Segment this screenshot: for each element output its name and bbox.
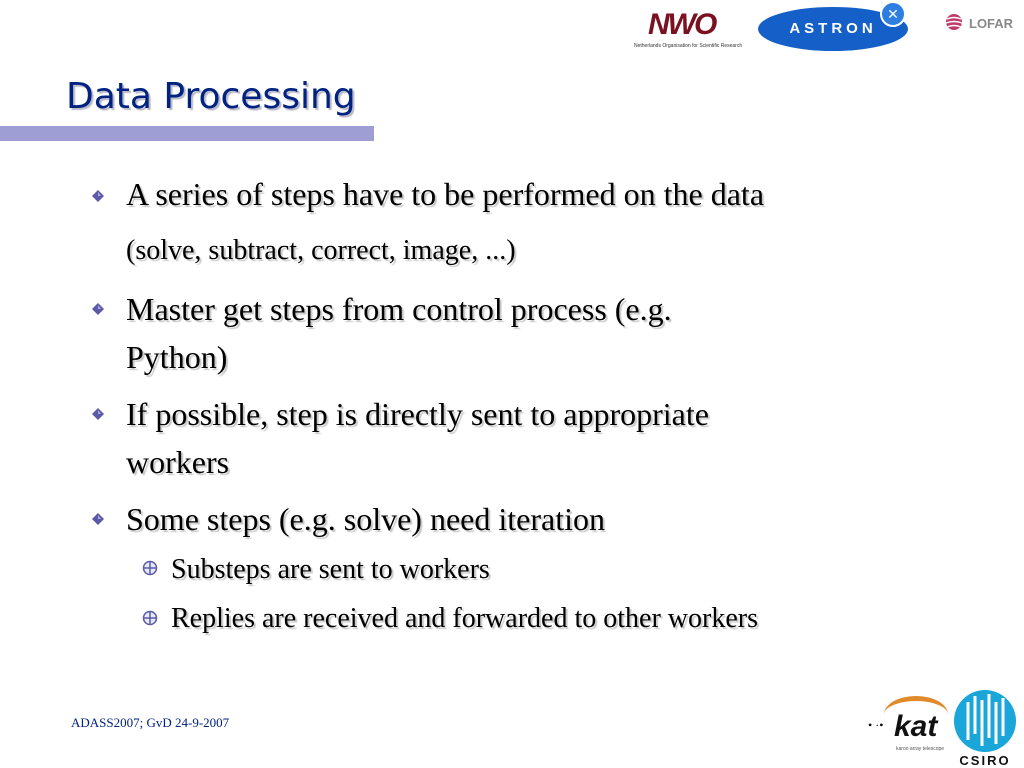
- kat-logo-text: kat: [894, 710, 938, 743]
- bullet-4-text: Some steps (e.g. solve) need iteration: [126, 501, 605, 537]
- sub-bullet-1-text: Substeps are sent to workers: [171, 554, 490, 585]
- crosshair-bullet-icon: [142, 610, 158, 626]
- csiro-logo: [950, 690, 1020, 768]
- diamond-bullet-icon: [92, 513, 104, 525]
- bullet-2-line-1: Master get steps from control process (e.g.: [126, 291, 672, 327]
- nwo-logo-subtitle: Netherlands Organisation for Scientific Research: [634, 43, 743, 49]
- bullet-2-line-2: Python): [126, 339, 228, 375]
- csiro-stripes-icon: [954, 690, 1016, 752]
- diamond-bullet-icon: [92, 408, 104, 420]
- title-underline-bar: [0, 126, 374, 141]
- crosshair-bullet-icon: [142, 560, 158, 576]
- astron-logo-text: ASTRON: [789, 20, 877, 37]
- kat-logo-dots: • ·•: [868, 718, 884, 732]
- bullet-1-text: A series of steps have to be performed on the data: [126, 176, 765, 212]
- lofar-logo: [944, 10, 1020, 40]
- lofar-globe-icon: [944, 12, 964, 32]
- kat-logo: [868, 694, 950, 754]
- lofar-logo-text: LOFAR: [969, 16, 1014, 31]
- nwo-logo-mark: NWO: [648, 8, 716, 41]
- csiro-logo-circle: [954, 690, 1016, 752]
- bullet-3-line-1: If possible, step is directly sent to appropriate: [126, 396, 709, 432]
- nwo-logo: [634, 8, 743, 54]
- astron-logo: [758, 3, 910, 51]
- footer-text: ADASS2007; GvD 24-9-2007: [71, 715, 230, 730]
- csiro-logo-text: CSIRO: [959, 753, 1011, 768]
- bullet-3-line-2: workers: [126, 444, 230, 480]
- diamond-bullet-icon: [92, 190, 104, 202]
- diamond-bullet-icon: [92, 303, 104, 315]
- bullet-1-note: (solve, subtract, correct, image, ...): [126, 235, 516, 266]
- astron-star-icon: ✕: [880, 1, 906, 27]
- slide-title: Data Processing: [66, 76, 356, 117]
- sub-bullet-2-text: Replies are received and forwarded to other workers: [171, 603, 758, 634]
- kat-logo-subtitle: karoo array telescope: [896, 746, 945, 752]
